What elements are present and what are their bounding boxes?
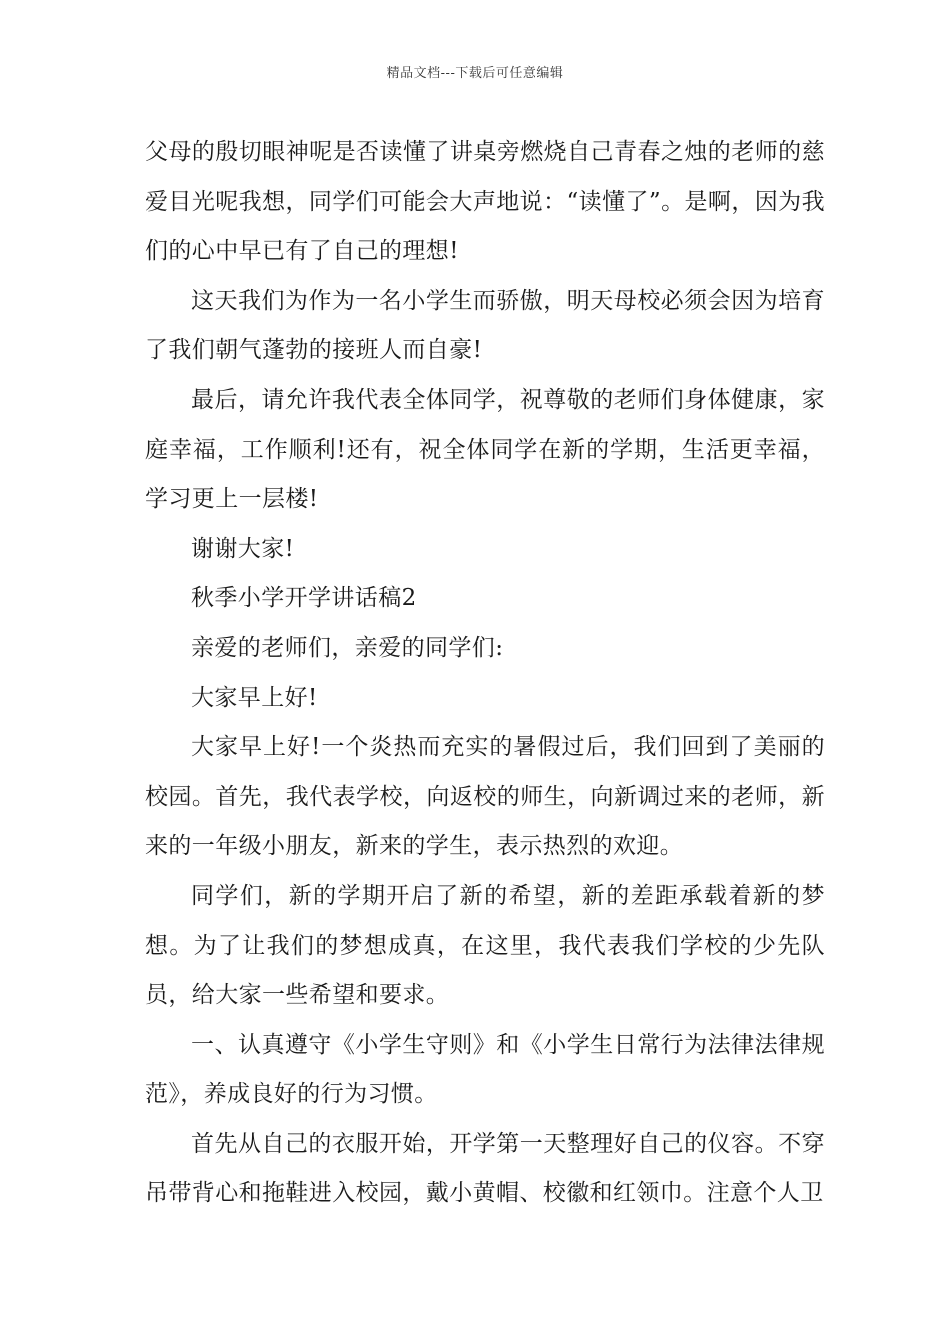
paragraph-10: 一、认真遵守《小学生守则》和《小学生日常行为法律法律规范》，养成良好的行为习惯。: [145, 1031, 825, 1108]
section-title: 秋季小学开学讲话稿2: [191, 585, 417, 612]
paragraph-1: 父母的殷切眼神呢是否读懂了讲桌旁燃烧自己青春之烛的老师的慈爱目光呢我想，同学们可能会大声地说：“读懂了”。是啊，因为我们的心中早已有了自己的理想!: [145, 139, 825, 265]
paragraph-11: 首先从自己的衣服开始，开学第一天整理好自己的仪容。不穿吊带背心和拖鞋进入校园，戴小黄帽、校徽和红领巾。注意个人卫: [145, 1130, 825, 1207]
document-body: [145, 128, 825, 1219]
paragraph-3: 最后，请允许我代表全体同学，祝尊敬的老师们身体健康，家庭幸福，工作顺利!还有，祝全体同学在新的学期，生活更幸福，学习更上一层楼!: [145, 386, 825, 513]
paragraph-4: 谢谢大家!: [191, 535, 295, 562]
greeting: 大家早上好!: [191, 684, 318, 711]
paragraph-2: 这天我们为作为一名小学生而骄傲，明天母校必须会因为培育了我们朝气蓬勃的接班人而自豪!: [145, 287, 825, 364]
paragraph-9: 同学们，新的学期开启了新的希望，新的差距承载着新的梦想。为了让我们的梦想成真，在这里，我代表我们学校的少先队员，给大家一些希望和要求。: [145, 882, 825, 1009]
salutation: 亲爱的老师们，亲爱的同学们:: [191, 634, 504, 661]
paragraph-8: 大家早上好!一个炎热而充实的暑假过后，我们回到了美丽的校园。首先，我代表学校，向返校的师生，向新调过来的老师，新来的一年级小朋友，新来的学生，表示热烈的欢迎。: [145, 734, 825, 860]
page-header: 精品文档---下载后可任意编辑: [386, 66, 564, 81]
